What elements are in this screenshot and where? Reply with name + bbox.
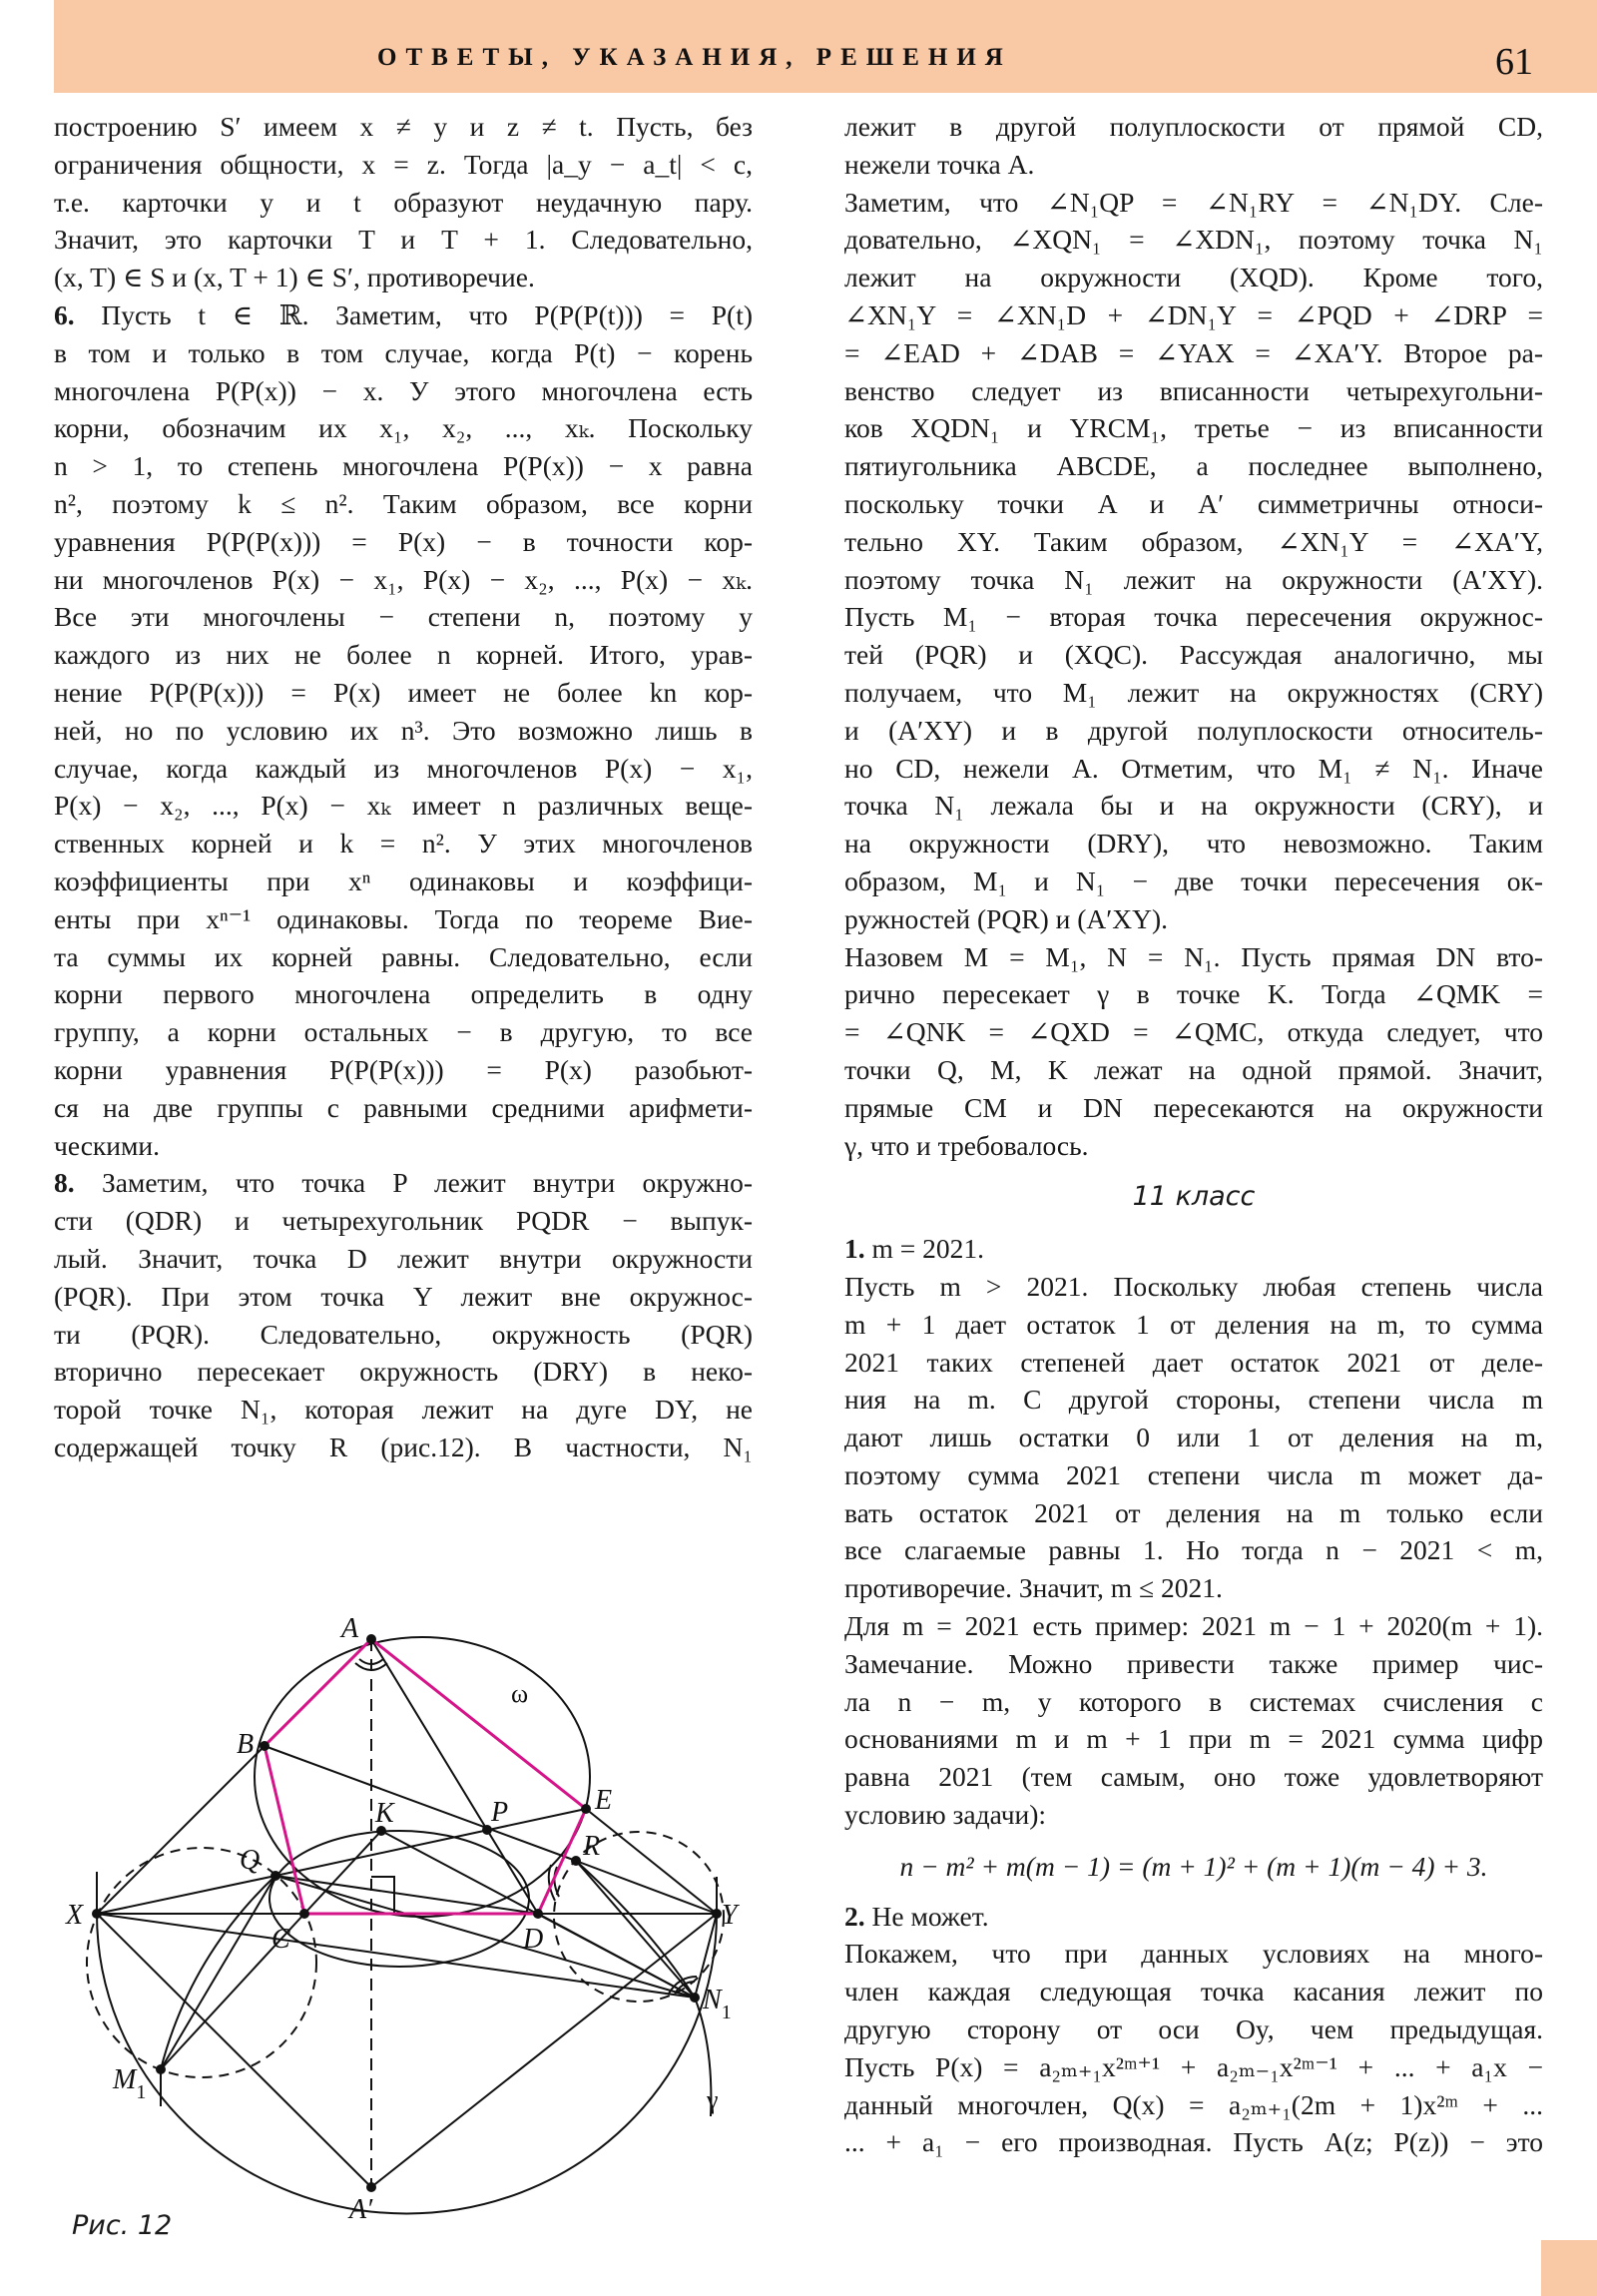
problem-8-solution: 8. Заметим, что точка P лежит внутри окружно- сти (QDR) и четырехугольник PQDR − выпук- лый. Значит, точка D лежит внутри окружности (PQR). При этом точка Y лежит вне окружнос- ти (PQR). Следовательно, окружность (PQR) вторично пересекает окружность (DRY) в неко- торой точке N₁, которая лежит на дуге DY, не содержащей точку R (рис.12). В частности, N₁ bbox=[54, 1167, 754, 1462]
label-c: C bbox=[271, 1924, 290, 1955]
problem-number: 1. bbox=[844, 1233, 865, 1265]
figure-caption: Рис. 12 bbox=[72, 2210, 173, 2241]
problem-answer: Не может. bbox=[871, 1900, 989, 1932]
label-b: B bbox=[237, 1729, 255, 1760]
label-gamma: γ bbox=[707, 2085, 719, 2114]
section-title-grade-11: 11 класс bbox=[1132, 1181, 1256, 1213]
problem-number: 6. bbox=[54, 298, 75, 330]
label-a-prime: A′ bbox=[349, 2194, 373, 2225]
figure-12 bbox=[40, 1597, 779, 2256]
label-r: R bbox=[583, 1831, 601, 1862]
label-n1: $N_1$ bbox=[703, 1985, 732, 2023]
right-column bbox=[844, 108, 1543, 2161]
label-x: X bbox=[66, 1900, 84, 1931]
label-omega: ω bbox=[511, 1679, 529, 1708]
problem-number: 8. bbox=[54, 1167, 75, 1199]
problem-1-solution: 1. m = 2021. Пусть m > 2021. Поскольку любая степень числа m + 1 дает остаток 1 от деления на m, то сумма 2021 таких степеней дает остаток 2021 от деле- ния на m. С другой стороны, степени числа m дают лишь остатки 0 или 1 от деления на m, поэтому сумма 2021 степени числа m может да- вать остаток 2021 от деления на m только если все слагаемые равны 1. Но тогда n − 2021 < m, противоречие. Значит, m ≤ 2021. Для m = 2021 есть пример: 2021 m − 1 + 2020(m + 1). Замечание. Можно привести также пример чис- ла n − m, у которого в системах счисления с основаниями m и m + 1 при m = 2021 сумма цифр равна 2021 (тем самым, оно тоже удовлетворяют условию задачи): n − m² + m(m − 1) = (m + 1)² + (m + 1)(m − 4) + 3. bbox=[844, 1230, 1543, 1886]
label-q: Q bbox=[240, 1845, 261, 1876]
corner-tab bbox=[1541, 2240, 1597, 2296]
circle-pqr bbox=[269, 1831, 529, 1967]
continued-paragraph: построению S′ имеем x ≠ y и z ≠ t. Пусть, без ограничения общности, x = z. Тогда |a_y − a_t| < c, т.е. карточки y и t образуют неудачную пару. Значит, это карточки T и T + 1. Следовательно, (x, T) ∈ S и (x, T + 1) ∈ S′, противоречие. bbox=[54, 111, 753, 293]
problem-6-solution: 6. Пусть t ∈ ℝ. Заметим, что P(P(P(t))) = P(t) в том и только в том случае, когда P(t) − корень многочлена P(P(x)) − x. У этого многочлена есть корни, обозначим их x₁, x₂, ..., xₖ. Поскольку n > 1, то степень многочлена P(P(x)) − x равна n², поэтому k ≤ n². Таким образом, все корни уравнения P(P(P(x))) = P(x) − в точности кор- ни многочленов P(x) − x₁, P(x) − x₂, ..., P(x) − xₖ. Все эти многочлены − степени n, поэтому у каждого из них не более n корней. Итого, урав- нение P(P(P(x))) = P(x) имеет не более kn кор- ней, но по условию их n³. Это возможно лишь в случае, когда каждый из многочленов P(x) − x₁, P(x) − x₂, ..., P(x) − xₖ имеет n различных веще- ственных корней и k = n². У этих многочленов коэффициенты при xⁿ одинаковы и коэффици- енты при xⁿ⁻¹ одинаковы. Тогда по теореме Вие- та суммы их корней равны. Следовательно, если корни первого многочлена определить в одну группу, а корни остальных − в другую, то все корни уравнения P(P(P(x))) = P(x) разобьют- ся на две группы с равными средними арифмети- ческими. bbox=[54, 298, 754, 1161]
label-a: A bbox=[341, 1613, 359, 1644]
label-p: P bbox=[491, 1797, 509, 1828]
running-header-title: ОТВЕТЫ, УКАЗАНИЯ, РЕШЕНИЯ bbox=[377, 44, 1012, 71]
label-k: K bbox=[375, 1798, 394, 1829]
problem-answer: m = 2021. bbox=[871, 1233, 985, 1265]
label-e: E bbox=[595, 1785, 613, 1816]
geometry-diagram bbox=[40, 1597, 779, 2256]
label-m1: $M_1$ bbox=[113, 2064, 147, 2103]
pentagon-abcde bbox=[265, 1639, 586, 1914]
problem-8-continued: лежит в другой полуплоскости от прямой CD, нежели точка A. Заметим, что ∠N₁QP = ∠N₁RY = ∠N₁DY. Сле- довательно, ∠XQN₁ = ∠XDN₁, поэтому точка N₁ лежит на окружности (XQD). Кроме того, ∠XN₁Y = ∠XN₁D + ∠DN₁Y = ∠PQD + ∠DRP = = ∠EAD + ∠DAB = ∠YAX = ∠XA′Y. Второе ра- венство следует из вписанности четырехугольни- ков XQDN₁ и YRCM₁, третье − из вписанности пятиугольника ABCDE, а последнее выполнено, поскольку точки A и A′ симметричны относи- тельно XY. Таким образом, ∠XN₁Y = ∠XA′Y, поэтому точка N₁ лежит на окружности (A′XY). Пусть M₁ − вторая точка пересечения окружнос- тей (PQR) и (XQC). Рассуждая аналогично, мы получаем, что M₁ лежит на окружностях (CRY) и (A′XY) и в другой полуплоскости относитель- но CD, нежели A. Отметим, что M₁ ≠ N₁. Иначе точка N₁ лежала бы и на окружности (CRY), и на окружности (DRY), что невозможно. Таким образом, M₁ и N₁ − две точки пересечения ок- ружностей (PQR) и (A′XY). Назовем M = M₁, N = N₁. Пусть прямая DN вто- рично пересекает γ в точке K. Тогда ∠QMK = = ∠QNK = ∠QXD = ∠QMC, откуда следует, что точки Q, M, K лежат на одной прямой. Значит, прямые CM и DN пересекаются на окружности γ, что и требовалось. bbox=[844, 111, 1543, 1161]
problem-number: 2. bbox=[844, 1900, 865, 1932]
left-column bbox=[54, 108, 753, 1466]
label-d: D bbox=[523, 1924, 544, 1955]
label-y: Y bbox=[722, 1900, 738, 1931]
page-number: 61 bbox=[1495, 41, 1533, 83]
problem-2-solution: 2. Не может. Покажем, что при данных условиях на много- член каждая следующая точка касания лежит по другую сторону от оси Oy, чем предыдущая. Пусть P(x) = a₂ₘ₊₁x²ᵐ⁺¹ + a₂ₘ₋₁x²ᵐ⁻¹ + ... + a₁x − данный многочлен, Q(x) = a₂ₘ₊₁(2m + 1)x²ᵐ + ... ... + a₁ − его производная. Пусть A(z; P(z)) − это bbox=[844, 1900, 1543, 2158]
circle-xqc-dashed bbox=[87, 1848, 316, 2077]
display-formula: n − m² + m(m − 1) = (m + 1)² + (m + 1)(m − 4) + 3. bbox=[899, 1850, 1488, 1882]
